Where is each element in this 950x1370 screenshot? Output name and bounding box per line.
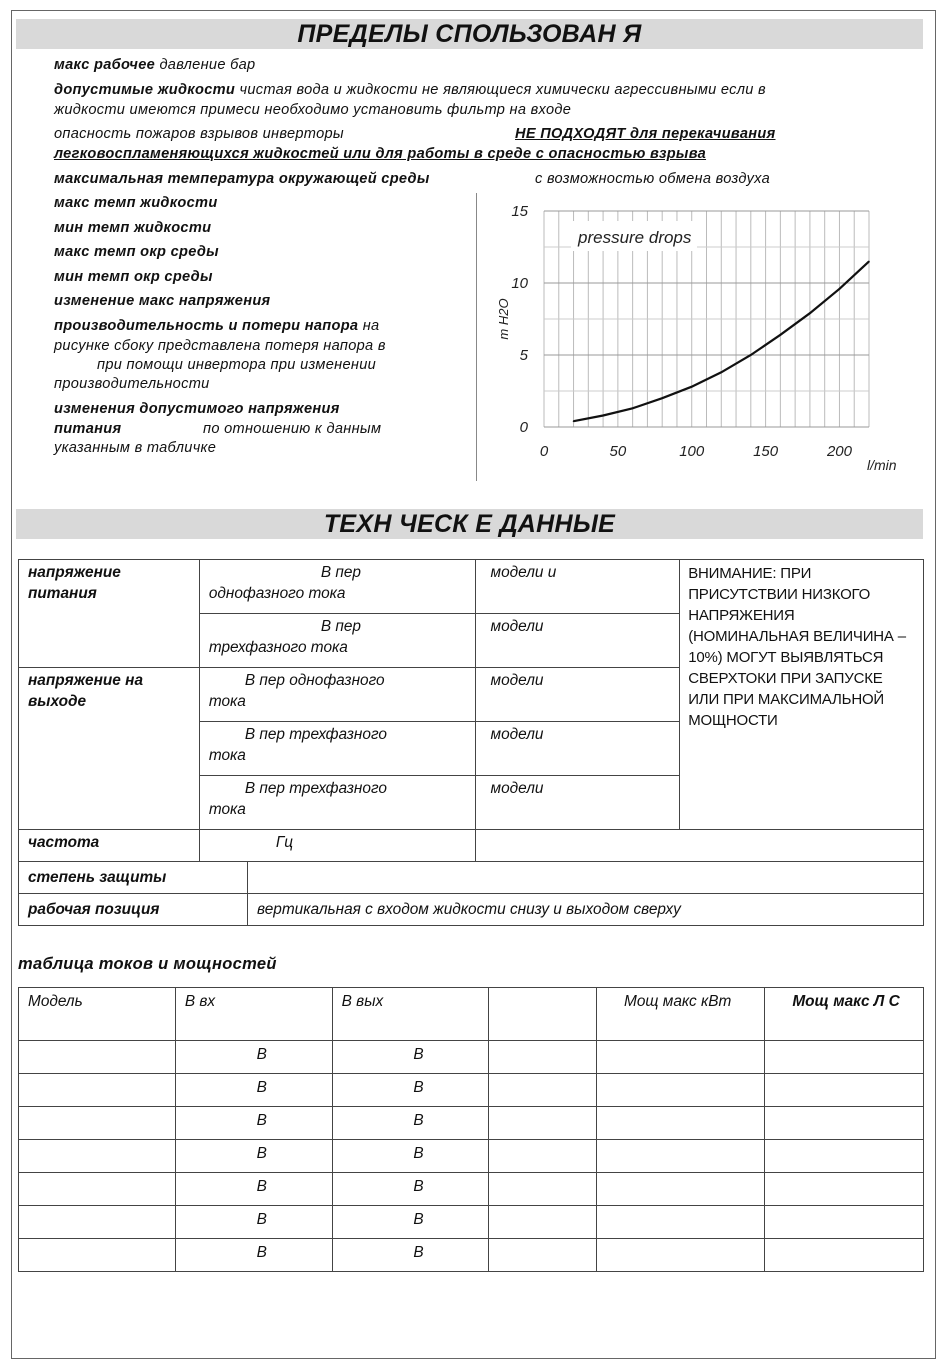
out2-models: модели [475, 722, 680, 776]
max-pressure-label: макс рабочее [54, 57, 156, 73]
table-cell [489, 1206, 597, 1239]
limits-heading: ПРЕДЕЛЫ СПОЛЬЗОВАН Я [16, 19, 923, 49]
header-vin: В вх [175, 988, 332, 1041]
out1-cell [199, 668, 475, 722]
out2-l1: В пер трехфазного [244, 726, 387, 743]
currents-title: таблица токов и мощностей [18, 955, 277, 973]
data-point [720, 371, 722, 373]
table-cell [765, 1140, 924, 1173]
data-point [573, 420, 575, 422]
currents-header-row [19, 988, 924, 1041]
table-cell [597, 1107, 765, 1140]
out3-l1: В пер трехфазного [244, 780, 387, 797]
data-point [780, 334, 782, 336]
data-point [661, 397, 663, 399]
chart-title: pressure drops [578, 228, 692, 247]
vchange-text: по отношению к данным [203, 421, 382, 437]
out3-cell [199, 776, 475, 830]
x-tick-label: 100 [679, 443, 705, 460]
table-cell: В [175, 1074, 332, 1107]
protection-value [248, 862, 924, 894]
y-tick-label: 15 [511, 203, 528, 220]
out2-l2: тока [208, 747, 246, 764]
table-row [19, 1173, 924, 1206]
table-cell: В [332, 1041, 489, 1074]
table-cell [597, 1206, 765, 1239]
header-vout: В вых [332, 988, 489, 1041]
supply-1ph-models: модели и [475, 560, 680, 614]
table-cell [489, 1140, 597, 1173]
table-cell: В [175, 1239, 332, 1272]
header-power-kw: Мощ макс кВт [597, 988, 765, 1041]
liquids-label: допустимые жидкости [54, 82, 236, 98]
table-cell [597, 1239, 765, 1272]
header-model: Модель [19, 988, 176, 1041]
currents-body [19, 1041, 924, 1272]
frequency-label: частота [19, 830, 200, 862]
supply-3ph-l2: трехфазного тока [208, 639, 348, 656]
max-pressure-line [54, 56, 255, 75]
y-tick-label: 5 [519, 347, 528, 364]
ambient-label: максимальная температура окружающей среды [54, 171, 430, 187]
perf-label: производительность и потери напора [54, 318, 359, 334]
table-cell [597, 1074, 765, 1107]
table-cell [597, 1140, 765, 1173]
table-cell [489, 1239, 597, 1272]
out1-models: модели [475, 668, 680, 722]
y-tick-label: 0 [519, 419, 528, 436]
frequency-unit: Гц [199, 830, 475, 862]
data-point [868, 261, 870, 263]
x-tick-label: 200 [826, 443, 852, 460]
table-row [19, 1074, 924, 1107]
table-cell [489, 1107, 597, 1140]
explosion-warning: НЕ ПОДХОДЯТ для перекачивания [515, 126, 776, 142]
table-cell [489, 1041, 597, 1074]
table-cell [19, 1239, 176, 1272]
table-cell [19, 1140, 176, 1173]
table-cell [489, 1173, 597, 1206]
output-voltage-label: напряжение на выходе [19, 668, 200, 830]
supply-3ph-l1: В пер [320, 618, 361, 635]
table-cell: В [175, 1041, 332, 1074]
voltage-change: изменение макс напряжения [54, 293, 271, 309]
x-tick-label: 0 [539, 443, 549, 460]
table-cell [19, 1173, 176, 1206]
low-voltage-warning: ВНИМАНИЕ: ПРИ ПРИСУТСТВИИ НИЗКОГО НАПРЯЖЕНИЯ (НОМИНАЛЬНАЯ ВЕЛИЧИНА – 10%) МОГУТ ВЫЯВЛЯТЬСЯ СВЕРХТОКИ ПРИ ЗАПУСКЕ ИЛИ ПРИ МАКСИМАЛЬНОЙ МОЩНОСТИ [680, 560, 924, 830]
table-cell [19, 1041, 176, 1074]
chart-svg [477, 193, 913, 481]
frequency-blank [475, 830, 923, 862]
table-cell [765, 1041, 924, 1074]
x-tick-label: 50 [609, 443, 627, 460]
min-liquid-temp: мин темп жидкости [54, 220, 212, 236]
x-axis-label: l/min [867, 457, 897, 473]
data-point [809, 312, 811, 314]
table-cell [19, 1074, 176, 1107]
out1-l2: тока [208, 693, 246, 710]
table-cell: В [175, 1173, 332, 1206]
out3-l2: тока [208, 801, 246, 818]
min-ambient-temp: мин темп окр среды [54, 269, 213, 285]
perf-line [54, 317, 379, 336]
perf-line-4: производительности [54, 376, 210, 392]
max-pressure-text: давление бар [159, 57, 256, 73]
supply-1ph-l1: В пер [320, 564, 361, 581]
table-cell [765, 1107, 924, 1140]
protection-table [18, 861, 924, 926]
table-cell: В [175, 1107, 332, 1140]
supply-3ph-cell [199, 614, 475, 668]
table-cell: В [332, 1173, 489, 1206]
table-cell [597, 1173, 765, 1206]
table-row [19, 1041, 924, 1074]
header-blank [489, 988, 597, 1041]
table-row [19, 1140, 924, 1173]
ambient-line [54, 170, 430, 189]
ambient-text: с возможностью обмена воздуха [535, 171, 771, 187]
table-cell: В [332, 1074, 489, 1107]
table-row [19, 1206, 924, 1239]
supply-voltage-label: напряжение питания [19, 560, 200, 668]
max-liquid-temp: макс темп жидкости [54, 195, 218, 211]
liquids-line [54, 81, 766, 100]
supply-1ph-l2: однофазного тока [208, 585, 346, 602]
explosion-text: опасность пожаров взрывов инверторы [54, 126, 344, 142]
data-point [750, 354, 752, 356]
max-ambient-temp: макс темп окр среды [54, 244, 219, 260]
protection-label: степень защиты [19, 862, 248, 894]
table-cell [19, 1206, 176, 1239]
vchange-label: питания [54, 421, 122, 437]
table-cell [765, 1173, 924, 1206]
table-cell: В [332, 1107, 489, 1140]
table-cell: В [175, 1140, 332, 1173]
out3-models: модели [475, 776, 680, 830]
table-row [19, 1239, 924, 1272]
table-cell: В [332, 1206, 489, 1239]
out2-cell [199, 722, 475, 776]
explosion-warning-2: легковоспламеняющихся жидкостей или для работы в среде с опасностью взрыва [54, 146, 707, 162]
vchange-line-1: изменения допустимого напряжения [54, 401, 340, 417]
data-point [632, 407, 634, 409]
header-power-hp: Мощ макс Л С [765, 988, 924, 1041]
spec-table [18, 559, 924, 862]
table-cell [597, 1041, 765, 1074]
table-cell [765, 1074, 924, 1107]
x-tick-label: 150 [753, 443, 779, 460]
y-axis-label: m H2O [496, 298, 511, 340]
data-point [839, 288, 841, 290]
supply-1ph-cell [199, 560, 475, 614]
perf-line-2: рисунке сбоку представлена потеря напора в [54, 338, 386, 354]
vchange-line-3: указанным в табличке [54, 440, 217, 456]
table-cell [765, 1239, 924, 1272]
liquids-line-2: жидкости имеются примеси необходимо установить фильтр на входе [54, 102, 572, 118]
data-point [602, 415, 604, 417]
position-label: рабочая позиция [19, 894, 248, 926]
table-cell [765, 1206, 924, 1239]
out1-l1: В пер однофазного [244, 672, 385, 689]
data-point [691, 386, 693, 388]
perf-na: на [362, 318, 380, 334]
table-cell [489, 1074, 597, 1107]
table-row [19, 1107, 924, 1140]
pressure-drop-chart [476, 193, 913, 481]
supply-3ph-models: модели [475, 614, 680, 668]
y-tick-label: 10 [511, 275, 528, 292]
perf-line-3: при помощи инвертора при изменении [97, 357, 377, 373]
position-value: вертикальная с входом жидкости снизу и выходом сверху [248, 894, 924, 926]
liquids-text: чистая вода и жидкости не являющиеся химически агрессивными если в [239, 82, 766, 98]
table-cell: В [175, 1206, 332, 1239]
currents-table [18, 987, 924, 1272]
table-cell: В [332, 1140, 489, 1173]
tech-heading: ТЕХН ЧЕСК Е ДАННЫЕ [16, 509, 923, 539]
table-cell: В [332, 1239, 489, 1272]
table-cell [19, 1107, 176, 1140]
